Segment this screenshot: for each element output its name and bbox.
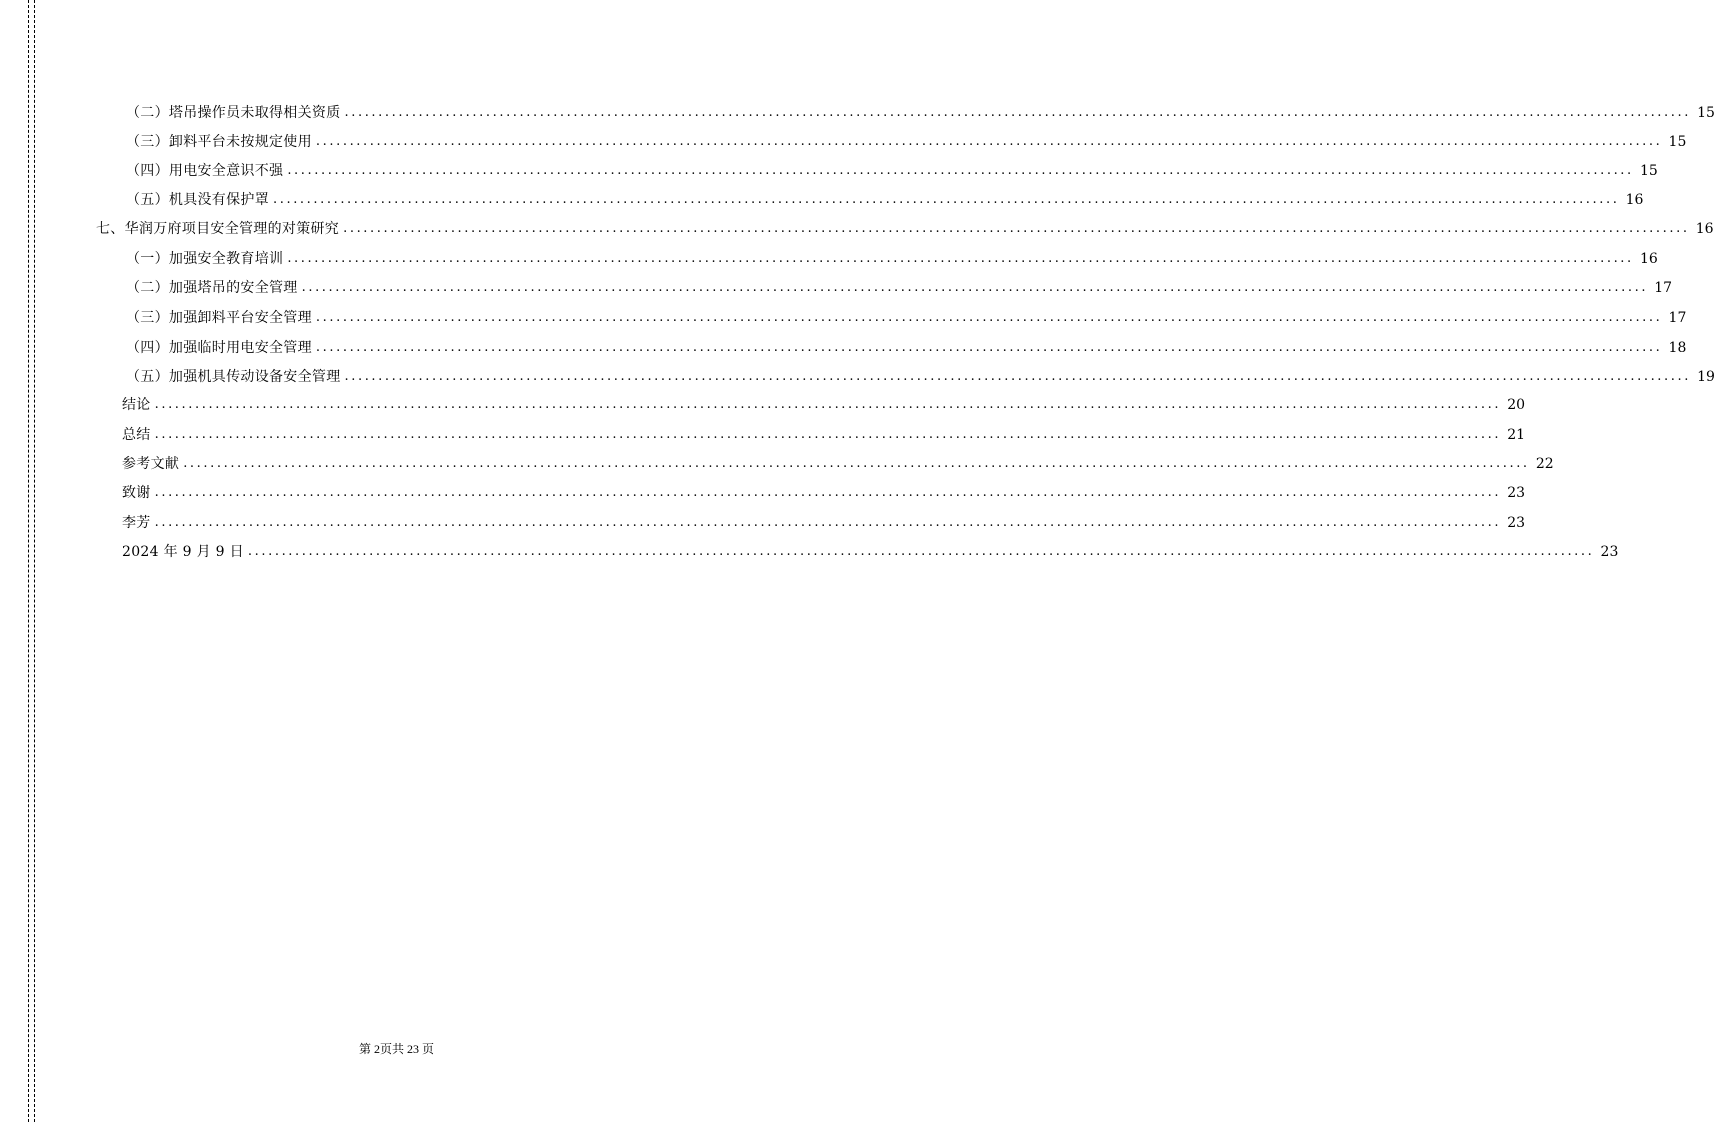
toc-entry-page: 23 bbox=[1507, 515, 1526, 531]
toc-entry-page: 21 bbox=[1507, 427, 1526, 443]
toc-leader-dots: ........................................................................................................................................................................................................ bbox=[315, 134, 1663, 149]
toc-entry[interactable] bbox=[126, 189, 1644, 211]
toc-entry-title: 参考文献 bbox=[122, 456, 180, 472]
toc-entry-page: 20 bbox=[1507, 397, 1526, 413]
toc-entry-page: 15 bbox=[1639, 163, 1658, 179]
toc-entry-page: 19 bbox=[1697, 369, 1715, 385]
toc-entry-title: 2024 年 9 月 9 日 bbox=[122, 544, 244, 560]
toc-entry-title: 七、华润万府项目安全管理的对策研究 bbox=[96, 221, 340, 237]
toc-leader-dots: ........................................................................................................................................................................................................ bbox=[287, 163, 1634, 178]
toc-entry[interactable] bbox=[122, 482, 1526, 504]
toc-leader-dots: ........................................................................................................................................................................................................ bbox=[344, 369, 1691, 384]
toc-leader-dots: ........................................................................................................................................................................................................ bbox=[343, 221, 1690, 236]
toc-leader-dots: ........................................................................................................................................................................................................ bbox=[287, 251, 1634, 266]
toc-entry-title: 结论 bbox=[122, 397, 151, 413]
toc-entry[interactable] bbox=[126, 160, 1658, 182]
toc-leader-dots: ........................................................................................................................................................................................................ bbox=[183, 456, 1530, 471]
toc-entry-title: （二）加强塔吊的安全管理 bbox=[126, 280, 298, 296]
toc-leader-dots: ........................................................................................................................................................................................................ bbox=[154, 427, 1502, 442]
toc-leader-dots: ........................................................................................................................................................................................................ bbox=[154, 485, 1502, 500]
toc-entry-title: （一）加强安全教育培训 bbox=[126, 251, 284, 267]
toc-entry[interactable] bbox=[126, 248, 1658, 270]
page-footer: 第 2页共 23 页 bbox=[358, 1042, 434, 1056]
toc-entry[interactable] bbox=[126, 366, 1715, 388]
toc-entry[interactable] bbox=[96, 218, 1714, 240]
toc-entry[interactable] bbox=[126, 131, 1687, 153]
toc-leader-dots: ........................................................................................................................................................................................................ bbox=[301, 280, 1649, 295]
toc-entry-page: 23 bbox=[1600, 544, 1619, 560]
toc-entry[interactable] bbox=[122, 424, 1526, 446]
toc-leader-dots: ........................................................................................................................................................................................................ bbox=[315, 310, 1663, 325]
toc-leader-dots: ........................................................................................................................................................................................................ bbox=[344, 105, 1691, 120]
toc-entry-title: （三）加强卸料平台安全管理 bbox=[126, 310, 312, 326]
toc-entry-page: 22 bbox=[1535, 456, 1554, 472]
toc-entry-title: 李芳 bbox=[122, 515, 151, 531]
toc-leader-dots: ........................................................................................................................................................................................................ bbox=[273, 192, 1620, 207]
toc-entry-page: 16 bbox=[1695, 221, 1714, 237]
toc-leader-dots: ........................................................................................................................................................................................................ bbox=[315, 340, 1663, 355]
toc-leader-dots: ........................................................................................................................................................................................................ bbox=[154, 515, 1502, 530]
toc-entry-title: （二）塔吊操作员未取得相关资质 bbox=[126, 105, 341, 121]
toc-entry-page: 16 bbox=[1625, 192, 1644, 208]
toc-entry[interactable] bbox=[122, 541, 1619, 563]
toc-entry[interactable] bbox=[126, 337, 1687, 359]
toc-entry-title: （四）用电安全意识不强 bbox=[126, 163, 284, 179]
toc-entry[interactable] bbox=[122, 512, 1526, 534]
toc-entry-title: （三）卸料平台未按规定使用 bbox=[126, 134, 312, 150]
toc-entry[interactable] bbox=[126, 102, 1715, 124]
toc-entry-page: 18 bbox=[1668, 340, 1687, 356]
toc-leader-dots: ........................................................................................................................................................................................................ bbox=[154, 397, 1502, 412]
toc-entry-page: 23 bbox=[1507, 485, 1526, 501]
toc-entry-title: 总结 bbox=[122, 427, 151, 443]
toc-entry-page: 15 bbox=[1668, 134, 1687, 150]
toc-entry-title: （五）机具没有保护罩 bbox=[126, 192, 269, 208]
toc-entry-page: 17 bbox=[1654, 280, 1673, 296]
toc-entry-page: 15 bbox=[1697, 105, 1715, 121]
toc-entry[interactable] bbox=[126, 277, 1673, 299]
toc-entry-title: （四）加强临时用电安全管理 bbox=[126, 340, 312, 356]
toc-entry[interactable] bbox=[122, 453, 1554, 475]
toc-entry-page: 17 bbox=[1668, 310, 1687, 326]
toc-entry-page: 16 bbox=[1639, 251, 1658, 267]
toc-entry-title: （五）加强机具传动设备安全管理 bbox=[126, 369, 341, 385]
toc-entry[interactable] bbox=[122, 394, 1526, 416]
toc-entry[interactable] bbox=[126, 307, 1687, 329]
toc-entry-title: 致谢 bbox=[122, 485, 151, 501]
toc-leader-dots: ........................................................................................................................................................................................................ bbox=[247, 544, 1595, 559]
